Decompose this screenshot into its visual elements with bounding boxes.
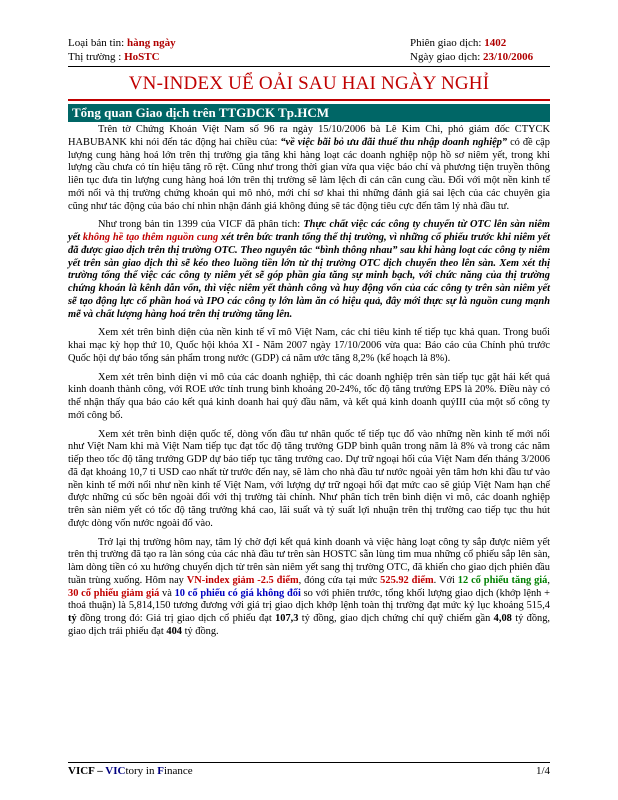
p6-sep: , (547, 574, 550, 586)
p2-text: Như trong bản tin 1399 của VICF đã phân tích: (98, 219, 304, 231)
p1-text-2: có đề cập lượng cung hàng hoá lớn trên thị trường gia tăng khi hàng loạt các doanh nghiệp nộp hồ sơ niêm yết, trong khi lượng cầu chưa có tín hiệu tăng rõ rệt. Cũng như trong thời gian vừa qua việc báo chí và phương tiện truyền thông liên tục đưa tin lượng cung hàng hoá lớn trên thị trường sẽ làm lệch đi cán cân cung cầu. Đối với một nền kinh tế mới nổi và thị trường chứng khoán qui mô nhỏ, mới chỉ sơ khai thì những đánh giá sai lệch của các chuyên gia cũng như tác động của báo chí nhìn nhận đánh giá không đúng sẽ tác động tiêu cực đến tâm lý nhà đầu tư. (68, 136, 550, 212)
p6-text-7: tỷ đồng, giao dịch trái phiếu đạt (68, 613, 550, 637)
date-value: 23/10/2006 (483, 51, 534, 63)
page-number: 1/4 (535, 765, 550, 777)
article-body (68, 124, 550, 639)
brand-f: F (157, 765, 164, 777)
footer-brand (68, 765, 193, 777)
p6-ty: tỷ (68, 613, 77, 624)
document-page (68, 36, 550, 639)
header-row-1 (68, 36, 550, 50)
bulletin-type-value: hàng ngày (126, 37, 176, 49)
brand-vic: VIC (105, 765, 126, 777)
bond-value: 404 (166, 625, 182, 637)
p1-text: Trên tờ Chứng Khoán Việt Nam số 96 ra ngày 15/10/2006 bà Lê Kim Chi, phó giám đốc CTYCK HABUBANK khi nói đến tác động hai chiều của: (68, 124, 550, 148)
p6-text-4: so với phiên trước, tổng khối lượng giao dịch (khớp lệnh + thoả thuận) là 5,814,150 tương đương với giá trị giao dịch khớp lệnh toàn thị trường đạt mức kỷ lục khoảng 515,4 (68, 587, 550, 612)
p6-text: Trở lại thị trường hôm nay, tâm lý chờ đợi kết quả kinh doanh và việc hàng loạt công ty sắp được niêm yết trên thị trường đã tạo ra làn sóng của các nhà đầu tư trên sàn HOSTC sẵn lùng tìm mua những cổ phiếu sắp lên sàn, làm dòng tiền có xu hướng chuyển dịch từ trên sàn niêm yết sang thị trường OTC, đã khiến cho giao dịch phiên đầu tuần trùng xuống. Hôm nay (68, 536, 550, 586)
section-heading: Tổng quan Giao dịch trên TTGDCK Tp.HCM (68, 104, 550, 122)
market-label: Thị trường : (68, 51, 122, 63)
paragraph-2 (68, 219, 550, 321)
brand-end: inance (163, 765, 193, 777)
fund-value: 4,08 (493, 613, 512, 624)
paragraph-6 (68, 537, 550, 639)
advancers: 12 cổ phiếu tăng giá (457, 574, 548, 586)
p6-text-5: đồng trong đó: Giá trị giao dịch cổ phiếu đạt (76, 613, 276, 624)
p6-and: và (159, 587, 175, 599)
header-row-2 (68, 50, 550, 64)
paragraph-1 (68, 124, 550, 213)
header-divider (68, 66, 550, 67)
paragraph-5: Xem xét trên bình diện quốc tế, dòng vốn đầu tư nhân quốc tế tiếp tục đổ vào những nền kinh tế mới nổi như Việt Nam khi mà Việt Nam tiếp tục đạt tốc độ tăng trưởng GDP bình quân trong năm là 8% và trong các năm tiếp theo tốc độ tăng trưởng GDP dự báo tiếp tục tăng trưởng cao. Dự trữ ngoại hối của Việt Nam đến tháng 3/2006 đã đạt khoảng 10,7 tỉ USD cao nhất từ trước đến nay, sẽ làm cho nhà đầu tư nước ngoài yên tâm hơn khi đầu tư vào nền kinh tế mới nổi như nền kinh tế Việt Nam, với lượng dự trữ ngoại hối đạt mức cao sẽ giúp Việt Nam hạn chế được những cú sốc bên ngoài đối với thị trường tài chính. Như phân tích trên bình diện vi mô, các doanh nghiệp trên sàn niêm yết có tốc độ tăng trưởng khá cao, lãi suất và tỷ suất lợi nhuận trên thị trường cao tiếp tục thu hút được dòng vốn nước ngoài đổ vào. (68, 428, 550, 529)
decliners: 30 cổ phiếu giảm giá (68, 587, 160, 599)
page-footer (68, 762, 550, 777)
session-label: Phiên giao dịch: (410, 37, 482, 49)
p6-text-2: , đóng cửa tại mức (298, 574, 381, 586)
p2-red-emph: không hề tạo thêm nguồn cung (82, 232, 219, 243)
bulletin-type-label: Loại bản tin: (68, 37, 125, 49)
paragraph-3: Xem xét trên bình diện của nền kinh tế vĩ mô Việt Nam, các chỉ tiêu kinh tế tiếp tục khả quan. Trong buổi khai mạc kỳ họp thứ 10, Quốc hội khóa XI - Năm 2007 ngày 17/10/2006 vừa qua: Báo cáo của Chính phủ trước Quốc hội dự báo tổng sản phẩm trong nước (GDP) cả năm ước tăng 8,2% (kế hoạch là 8%). (68, 327, 550, 364)
p6-text-3: . Với (433, 574, 458, 586)
p1-quote: “về việc bãi bỏ ưu đãi thuế thu nhập doanh nghiệp” (280, 136, 508, 148)
brand-prefix: VICF – (68, 765, 106, 777)
p2-emph-2: xét trên bức tranh tổng thể thị trường, vì những cổ phiếu trước khi niêm yết đã được giao dịch trên thị trường OTC. Theo nguyên tắc “bình thông nhau” sau khi hàng loạt các công ty niêm yết trên sàn giao dịch thì sẽ kéo theo luồng tiền lớn từ thị trường OTC dịch chuyển theo lên sàn. Xem xét thị trường tổng thể việc các công ty niêm yết sẽ góp phần gia tăng sự minh bạch, với chức năng của thị trường chứng khoán là kênh dẫn vốn, thì việc niêm yết thành công và huy động vốn của các công ty trên sàn niêm yết sẽ tạo động lực cổ phần hoá và IPO các công ty lớn làm ăn có hiệu quả, đây mới thực sự là nguồn cung mạnh mẽ và chất lượng hàng hoá trên thị trường tăng lên. (68, 232, 550, 320)
p2-emph: Thực chất việc các công ty chuyển từ OTC lên sàn niêm yết (68, 219, 550, 243)
unchanged: 10 cổ phiếu có giá không đổi (174, 587, 301, 599)
vnindex-change: VN-index giảm -2.5 điểm (186, 574, 299, 586)
session-value: 1402 (484, 37, 507, 49)
market-value: HoSTC (124, 51, 160, 63)
page-title: VN-INDEX UỂ OẢI SAU HAI NGÀY NGHỈ (128, 73, 490, 94)
brand-rest: tory in (125, 765, 158, 777)
paragraph-4: Xem xét trên bình diện vi mô của các doanh nghiệp, thì các doanh nghiệp trên sàn tiếp tục gặt hái kết quả kinh doanh thành công, với ROE ước tính trung bình khoảng 20-24%, tốc độ tăng trưởng EPS là 20%. Điều này có thể nhận thấy qua báo cáo kết quả kinh doanh hai quý đầu năm, và kết quả kinh doanh quýIII của một số công ty mới công bố. (68, 371, 550, 421)
p6-text-6: tỷ đồng, giao dịch chứng chỉ quỹ chiếm gần (298, 613, 494, 624)
p6-text-8: tỷ đồng. (182, 625, 219, 637)
date-label: Ngày giao dịch: (410, 51, 481, 63)
vnindex-close: 525.92 điểm (380, 574, 434, 586)
stock-value: 107,3 (275, 613, 299, 624)
title-divider (68, 99, 550, 101)
